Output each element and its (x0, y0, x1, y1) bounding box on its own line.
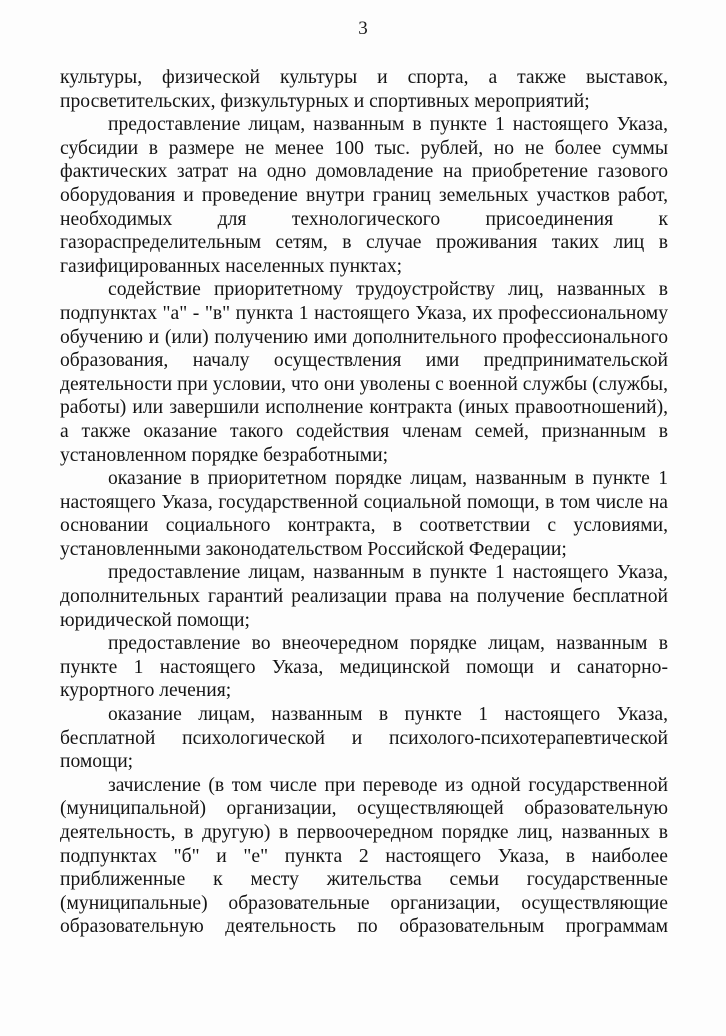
paragraph-legal-aid: предоставление лицам, названным в пункте 1 настоящего Указа, дополнительных гарантий реализации права на получение бесплатной юридической помощи; (60, 562, 668, 631)
page-number: 3 (358, 18, 368, 39)
paragraph-medical-care: предоставление во внеочередном порядке лицам, названным в пункте 1 настоящего Указа, медицинской помощи и санаторно-курортного лечения; (60, 633, 668, 702)
paragraph-school-enrollment: зачисление (в том числе при переводе из одной государственной (муниципальной) организации, осуществляющей образовательную деятельность, в другую) в первоочередном порядке лиц, названных в подпунктах "б" и "е" пункта 2 настоящего Указа, в наиболее приближенные к месту жительства семьи государственные (муниципальные) образовательные организации, осуществляющие образовательную деятельность по образовательным программам (60, 774, 668, 938)
paragraph-psychological-help: оказание лицам, названным в пункте 1 настоящего Указа, бесплатной психологической и психолого-психотерапевтической помощи; (60, 704, 668, 773)
paragraph-culture-sport: культуры, физической культуры и спорта, а также выставок, просветительских, физкультурных и спортивных мероприятий; (60, 67, 668, 112)
paragraph-gas-subsidy: предоставление лицам, названным в пункте 1 настоящего Указа, субсидии в размере не менее 100 тыс. рублей, но не более суммы фактических затрат на одно домовладение на приобретение газового оборудования и проведение внутри границ земельных участков работ, необходимых для технологического присоединения к газораспределительным сетям, в случае проживания таких лиц в газифицированных населенных пунктах; (60, 114, 668, 277)
paragraph-employment-assistance: содействие приоритетному трудоустройству лиц, названных в подпунктах "а" - "в" пункта 1 настоящего Указа, их профессиональному обучению и (или) получению ими дополнительного профессионального образования, началу осуществления ими предпринимательской деятельности при условии, что они уволены с военной службы (службы, работы) или завершили исполнение контракта (иных правоотношений), а также оказание такого содействия членам семей, признанным в установленном порядке безработными; (60, 279, 668, 466)
document-body (60, 66, 668, 939)
paragraph-social-assistance: оказание в приоритетном порядке лицам, названным в пункте 1 настоящего Указа, государственной социальной помощи, в том числе на основании социального контракта, в соответствии с условиями, установленными законодательством Российской Федерации; (60, 468, 668, 560)
